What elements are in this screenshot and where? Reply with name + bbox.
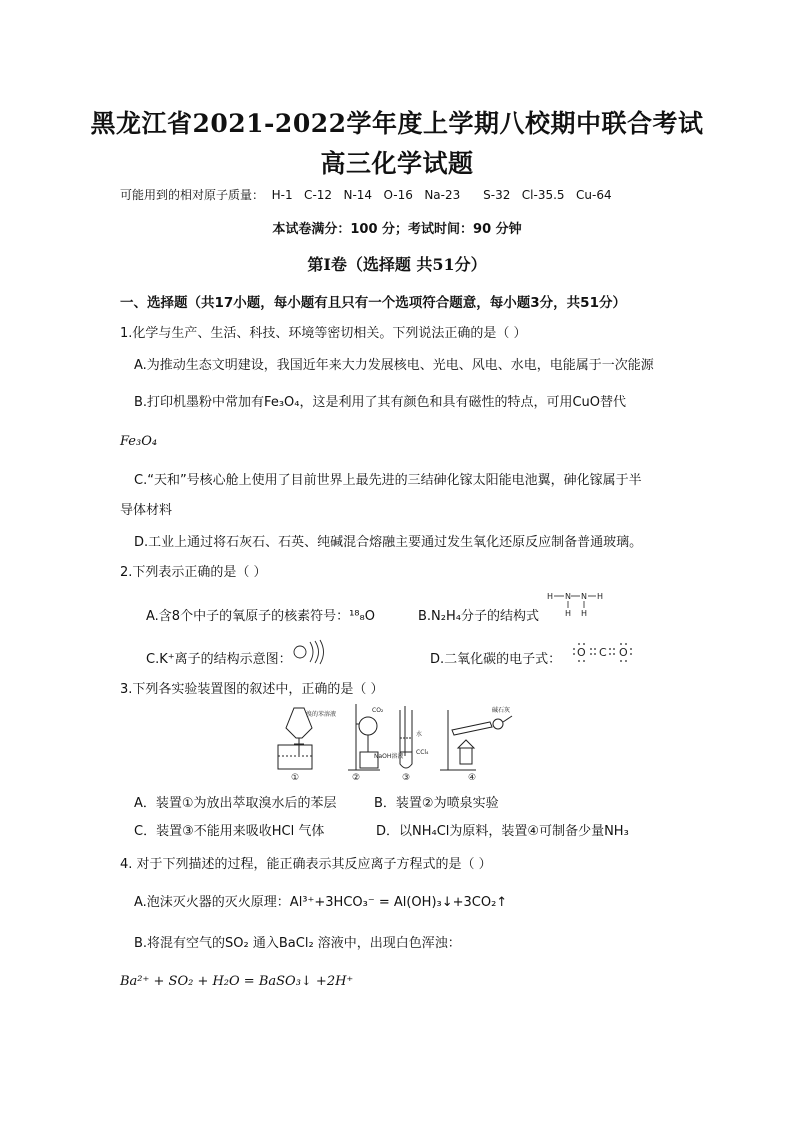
apparatus-label-3: ③ bbox=[402, 773, 411, 782]
svg-text:O: O bbox=[619, 646, 628, 659]
lab-apparatus-figure bbox=[272, 700, 522, 782]
svg-text:C: C bbox=[599, 646, 607, 659]
apparatus-label-4: ④ bbox=[468, 773, 477, 782]
section-title: 第Ⅰ卷（选择题 共51分） bbox=[307, 255, 487, 274]
q4-option-a: A.泡沫灭火器的灭火原理：Al³⁺+3HCO₃⁻ = Al(OH)₃↓+3CO₂↑ bbox=[134, 895, 508, 910]
svg-text:H: H bbox=[597, 592, 604, 601]
q3-stem: 3.下列各实验装置图的叙述中，正确的是（ ） bbox=[120, 682, 384, 697]
q4-option-b: B.将混有空气的SO₂ 通入BaCl₂ 溶液中，出现白色浑浊： bbox=[134, 936, 461, 951]
svg-text:H: H bbox=[565, 609, 572, 618]
q1-option-c: C.“天和”号核心舱上使用了目前世界上最先进的三结砷化镓太阳能电池翼，砷化镓属于半 bbox=[134, 473, 642, 488]
svg-text:N: N bbox=[581, 592, 587, 601]
svg-text:H: H bbox=[581, 609, 588, 618]
exam-subtitle: 高三化学试题 bbox=[320, 149, 474, 178]
q1-option-a: A.为推动生态文明建设，我国近年来大力发展核电、光电、风电、水电，电能属于一次能源 bbox=[134, 358, 654, 373]
figure-label-co2: CO₂ bbox=[372, 707, 384, 714]
atomic-masses: 可能用到的相对原子质量： H-1 C-12 N-14 O-16 Na-23 S-32 Cl-35.5 Cu-64 bbox=[120, 188, 612, 202]
figure-label-naoh: NaOH溶液 bbox=[374, 753, 404, 760]
q2-stem: 2.下列表示正确的是（ ） bbox=[120, 565, 267, 580]
q4-stem: 4. 对于下列描述的过程，能正确表示其反应离子方程式的是（ ） bbox=[120, 857, 492, 872]
q3-option-b: B．装置②为喷泉实验 bbox=[374, 796, 499, 811]
figure-label-bromine-benzene: 溴的苯溶液 bbox=[306, 711, 337, 718]
co2-electron-formula bbox=[572, 640, 634, 664]
figure-label-soda-lime: 碱石灰 bbox=[492, 707, 511, 714]
figure-label-water: 水 bbox=[416, 731, 423, 738]
q2-option-a: A.含8个中子的氧原子的核素符号：¹⁸₈O bbox=[146, 609, 375, 624]
q1-option-b: B.打印机墨粉中常加有Fe₃O₄，这是利用了其有颜色和具有磁性的特点，可用CuO替代 bbox=[134, 395, 627, 410]
svg-text:O: O bbox=[577, 646, 586, 659]
q2-option-c: C.K⁺离子的结构示意图： bbox=[146, 652, 292, 667]
svg-text:N: N bbox=[565, 592, 571, 601]
potassium-ion-diagram bbox=[292, 638, 328, 666]
q1-option-c-cont: 导体材料 bbox=[120, 503, 173, 518]
part-heading: 一、选择题（共17小题，每小题有且只有一个选项符合题意，每小题3分，共51分） bbox=[120, 295, 626, 311]
q4-option-b-equation: Ba²⁺ + SO₂ + H₂O = BaSO₃↓ +2H⁺ bbox=[120, 974, 354, 989]
q2-option-d: D.二氧化碳的电子式： bbox=[430, 652, 562, 667]
q3-option-a: A．装置①为放出萃取溴水后的苯层 bbox=[134, 796, 337, 811]
q3-option-d: D．以NH₄Cl为原料，装置④可制备少量NH₃ bbox=[376, 824, 629, 839]
q3-option-c: C．装置③不能用来吸收HCl 气体 bbox=[134, 824, 325, 839]
hydrazine-structure-diagram bbox=[545, 589, 605, 619]
exam-info: 本试卷满分：100 分；考试时间：90 分钟 bbox=[272, 222, 522, 237]
q1-stem: 1.化学与生产、生活、科技、环境等密切相关。下列说法正确的是（ ） bbox=[120, 326, 527, 341]
exam-title: 黑龙江省2021-2022学年度上学期八校期中联合考试 bbox=[90, 109, 704, 138]
q2-option-b: B.N₂H₄分子的结构式 bbox=[418, 609, 539, 624]
svg-text:H: H bbox=[547, 592, 554, 601]
figure-label-ccl4: CCl₄ bbox=[416, 749, 429, 756]
q1-option-b-cont: Fe₃O₄ bbox=[120, 434, 158, 449]
q1-option-d: D.工业上通过将石灰石、石英、纯碱混合熔融主要通过发生氧化还原反应制备普通玻璃。 bbox=[134, 535, 643, 550]
apparatus-label-1: ① bbox=[291, 773, 300, 782]
apparatus-label-2: ② bbox=[352, 773, 361, 782]
